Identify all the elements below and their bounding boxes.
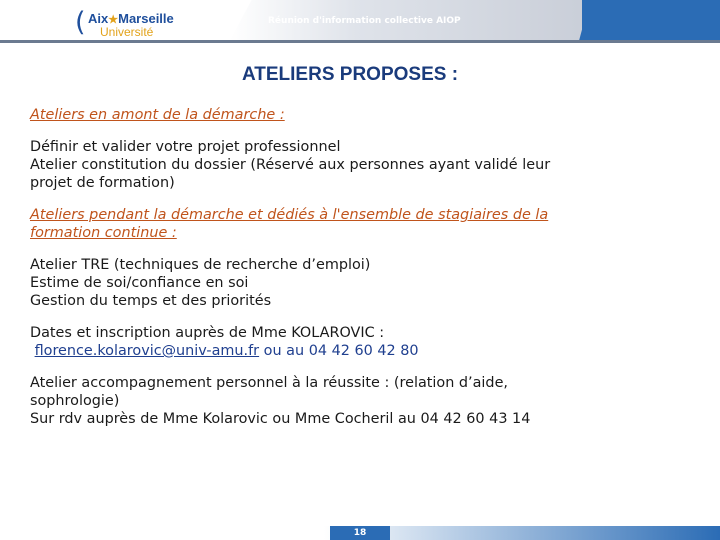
slide-title: ATELIERS PROPOSES : — [241, 64, 459, 85]
star-icon: ★ — [108, 14, 119, 26]
university-logo — [75, 7, 198, 39]
accompaniment-line: Atelier accompagnement personnel à la réussite : (relation d’aide, — [30, 375, 508, 391]
list-item: Atelier constitution du dossier (Réservé aux personnes ayant validé leur — [30, 157, 551, 173]
list-item: Gestion du temps et des priorités — [30, 293, 272, 309]
contact-details — [30, 342, 690, 360]
slide-content — [30, 106, 690, 428]
list-item: Atelier TRE (techniques de recherche d’emploi) — [30, 257, 371, 273]
list-item: Définir et valider votre projet professionnel — [30, 139, 341, 155]
logo-name: Aix★Marseille — [88, 11, 174, 26]
section-heading-during: Ateliers pendant la démarche et dédiés à l'ensemble de stagiaires de la formation continue : — [30, 207, 549, 241]
phone-number: ou au 04 42 60 42 80 — [259, 343, 419, 359]
list-item: projet de formation) — [30, 175, 175, 191]
accompaniment-line: sophrologie) — [30, 393, 120, 409]
header-shadow — [0, 40, 720, 43]
section-heading-before: Ateliers en amont de la démarche : — [30, 107, 285, 123]
email-link[interactable]: florence.kolarovic@univ-amu.fr — [34, 343, 260, 359]
logo-subtitle: Université — [100, 25, 154, 39]
slide-header — [0, 0, 720, 45]
page-number: 18 — [353, 528, 367, 538]
header-edge — [582, 0, 596, 40]
list-item: Estime de soi/confiance en soi — [30, 275, 249, 291]
accompaniment-line: Sur rdv auprès de Mme Kolarovic ou Mme Cocheril au 04 42 60 43 14 — [30, 411, 531, 427]
logo-parenthesis: ( — [75, 7, 86, 38]
contact-line: Dates et inscription auprès de Mme KOLAROVIC : — [30, 325, 385, 341]
header-title: Réunion d'information collective AIOP — [268, 16, 461, 26]
